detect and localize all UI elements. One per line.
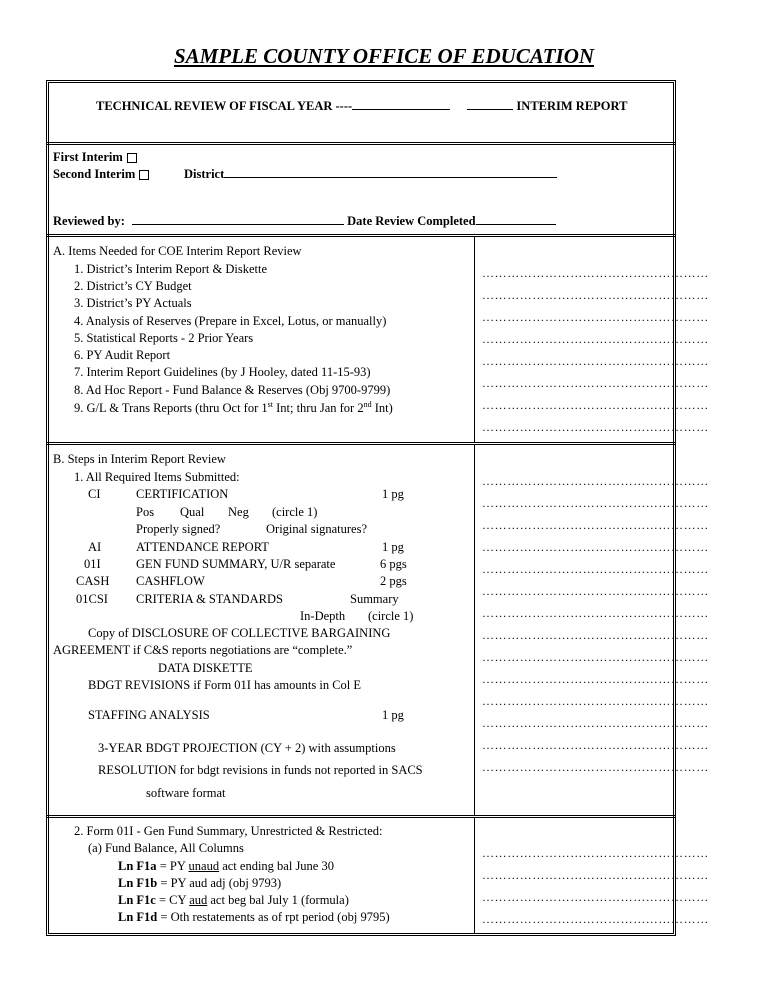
checklist-dots[interactable]: ……………………………………………… [482, 420, 709, 434]
checklist-dots[interactable]: ……………………………………………… [482, 496, 709, 510]
date-review-field[interactable] [476, 214, 556, 225]
ai-pages: 1 pg [382, 540, 404, 554]
checklist-dots[interactable]: ……………………………………………… [482, 650, 709, 664]
gen-fund-name: GEN FUND SUMMARY, U/R separate [136, 557, 336, 571]
checklist-dots[interactable]: ……………………………………………… [482, 760, 709, 774]
summary-option[interactable]: Summary [350, 592, 399, 606]
district-field[interactable] [224, 167, 557, 178]
checklist-dots[interactable]: ……………………………………………… [482, 628, 709, 642]
disclosure-line-1: Copy of DISCLOSURE OF COLLECTIVE BARGAINING [88, 626, 391, 640]
ai-code: AI [88, 540, 102, 554]
ai-name: ATTENDANCE REPORT [136, 540, 269, 554]
checklist-dots[interactable]: ……………………………………………… [482, 846, 709, 860]
first-interim-checkbox[interactable] [127, 153, 137, 163]
disclosure-line-2: AGREEMENT if C&S reports negotiations are “complete.” [53, 643, 353, 657]
ci-code: CI [88, 487, 101, 501]
checklist-dots[interactable]: ……………………………………………… [482, 354, 709, 368]
section-a-item: 1. District’s Interim Report & Diskette [74, 262, 268, 276]
checklist-dots[interactable]: ……………………………………………… [482, 606, 709, 620]
divider-section-b [46, 815, 676, 818]
original-signatures-label: Original signatures? [266, 522, 368, 536]
checklist-dots[interactable]: ……………………………………………… [482, 288, 709, 302]
gen-fund-pages: 6 pgs [380, 557, 407, 571]
qual-option[interactable]: Qual [180, 505, 205, 519]
divider-section-a [46, 442, 676, 445]
checklist-dots[interactable]: ……………………………………………… [482, 398, 709, 412]
pos-option[interactable]: Pos [136, 505, 155, 519]
circle-instruction: (circle 1) [368, 609, 414, 623]
line-f1a: Ln F1a = PY unaud act ending bal June 30 [118, 859, 334, 873]
checklist-dots[interactable]: ……………………………………………… [482, 376, 709, 390]
first-interim-label: First Interim [53, 150, 137, 165]
checklist-dots[interactable]: ……………………………………………… [482, 266, 709, 280]
criteria-name: CRITERIA & STANDARDS [136, 592, 283, 606]
technical-review-heading: TECHNICAL REVIEW OF FISCAL YEAR ---- INTERIM REPORT [96, 99, 628, 113]
section-a-item: 2. District’s CY Budget [74, 279, 192, 293]
section-a-item: 4. Analysis of Reserves (Prepare in Excel, Lotus, or manually) [74, 314, 387, 328]
section-a-item: 7. Interim Report Guidelines (by J Hooley, dated 11-15-93) [74, 365, 371, 379]
checklist-dots[interactable]: ……………………………………………… [482, 890, 709, 904]
second-interim-checkbox[interactable] [139, 170, 149, 180]
checklist-dots[interactable]: ……………………………………………… [482, 716, 709, 730]
interim-number-blank[interactable] [467, 99, 513, 110]
divider-interim [46, 234, 676, 237]
section-a-item: 6. PY Audit Report [74, 348, 171, 362]
reviewed-by-label: Reviewed by: Date Review Completed [53, 214, 556, 229]
cash-name: CASHFLOW [136, 574, 205, 588]
checklist-dots[interactable]: ……………………………………………… [482, 474, 709, 488]
checklist-dots[interactable]: ……………………………………………… [482, 310, 709, 324]
circle-instruction: (circle 1) [272, 505, 318, 519]
section-a-item: 8. Ad Hoc Report - Fund Balance & Reserves (Obj 9700-9799) [74, 383, 391, 397]
checklist-dots[interactable]: ……………………………………………… [482, 868, 709, 882]
in-depth-option[interactable]: In-Depth [300, 609, 346, 623]
second-interim-label: Second Interim [53, 167, 149, 182]
step-1-label: 1. All Required Items Submitted: [74, 470, 240, 484]
ci-name: CERTIFICATION [136, 487, 229, 501]
cash-pages: 2 pgs [380, 574, 407, 588]
staffing-pages: 1 pg [382, 708, 404, 722]
properly-signed-label: Properly signed? [136, 522, 221, 536]
line-f1c: Ln F1c = CY aud act beg bal July 1 (formula) [118, 893, 349, 907]
section-2-heading: 2. Form 01I - Gen Fund Summary, Unrestricted & Restricted: [74, 824, 383, 838]
checklist-dots[interactable]: ……………………………………………… [482, 738, 709, 752]
checklist-dots[interactable]: ……………………………………………… [482, 518, 709, 532]
line-f1d: Ln F1d = Oth restatements as of rpt period (obj 9795) [118, 910, 390, 924]
section-a-item: 5. Statistical Reports - 2 Prior Years [74, 331, 254, 345]
software-format: software format [146, 786, 226, 800]
data-diskette: DATA DISKETTE [158, 661, 253, 675]
line-f1b: Ln F1b = PY aud adj (obj 9793) [118, 876, 282, 890]
fiscal-year-blank[interactable] [352, 99, 450, 110]
divider-header [46, 142, 676, 145]
criteria-code: 01CSI [76, 592, 108, 606]
cash-code: CASH [76, 574, 110, 588]
checklist-dots[interactable]: ……………………………………………… [482, 562, 709, 576]
section-a-heading: A. Items Needed for COE Interim Report Review [53, 244, 302, 258]
checklist-dots[interactable]: ……………………………………………… [482, 584, 709, 598]
ci-pages: 1 pg [382, 487, 404, 501]
checklist-dots[interactable]: ……………………………………………… [482, 694, 709, 708]
checklist-dots[interactable]: ……………………………………………… [482, 672, 709, 686]
fund-balance-subheading: (a) Fund Balance, All Columns [88, 841, 244, 855]
checklist-dots[interactable]: ……………………………………………… [482, 540, 709, 554]
section-b-heading: B. Steps in Interim Report Review [53, 452, 226, 466]
resolution-line: RESOLUTION for bdgt revisions in funds not reported in SACS [98, 763, 423, 777]
staffing-analysis: STAFFING ANALYSIS [88, 708, 210, 722]
column-divider-a [474, 237, 475, 442]
gen-fund-code: 01I [84, 557, 101, 571]
column-divider-2 [474, 818, 475, 933]
bdgt-projection: 3-YEAR BDGT PROJECTION (CY + 2) with assumptions [98, 741, 396, 755]
checklist-dots[interactable]: ……………………………………………… [482, 912, 709, 926]
district-label: District [184, 167, 557, 182]
reviewed-by-field[interactable] [132, 214, 344, 225]
bdgt-revisions: BDGT REVISIONS if Form 01I has amounts in Col E [88, 678, 362, 692]
column-divider-b [474, 445, 475, 815]
page-title: SAMPLE COUNTY OFFICE OF EDUCATION [173, 44, 595, 68]
section-a-item: 3. District’s PY Actuals [74, 296, 192, 310]
checklist-dots[interactable]: ……………………………………………… [482, 332, 709, 346]
neg-option[interactable]: Neg [228, 505, 249, 519]
section-a-item: 9. G/L & Trans Reports (thru Oct for 1st Int; thru Jan for 2nd Int) [74, 400, 393, 416]
